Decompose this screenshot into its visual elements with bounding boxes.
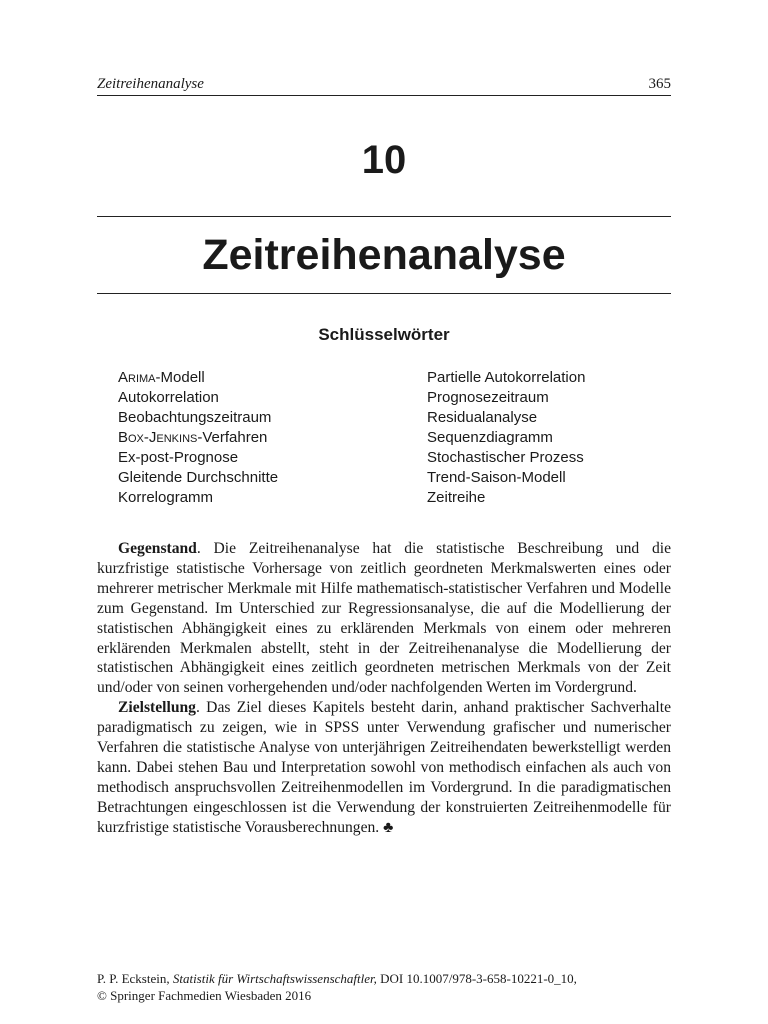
- copyright: © Springer Fachmedien Wiesbaden 2016: [97, 988, 312, 1003]
- keyword-item: Prognosezeitraum: [427, 389, 549, 406]
- doi: DOI 10.1007/978-3-658-10221-0_10,: [376, 971, 577, 986]
- keyword-item: Residualanalyse: [427, 409, 538, 426]
- keyword-item: Autokorrelation: [118, 389, 219, 406]
- paragraph-text: . Das Ziel dieses Kapitels besteht darin, anhand praktischer Sachverhalte paradigmatisch zu zeigen, wie in SPSS unter Verwendung grafischer und numerischer Verfahren die statistische Analyse von unterjährigen Zeitreihendaten bewerkstelligt werden kann. Dabei stehen Bau und Interpretation sowohl von methodisch einfachen als auch von methodisch anspruchsvollen Zeitreihenmodellen im Vordergrund. In die paradigmatischen Betrachtungen eingeschlossen ist die Verwendung der konstruierten Zeitreihenmodelle für kurzfristige statistische Vorausberechnungen.: [97, 699, 671, 836]
- footer-citation: P. P. Eckstein, Statistik für Wirtschaftswissenschaftler, DOI 10.1007/978-3-658-10221-0_10,: [97, 971, 577, 986]
- keyword-item: Trend-Saison-Modell: [427, 469, 566, 486]
- book-title: Statistik für Wirtschaftswissenschaftler,: [172, 971, 377, 986]
- chapter-number: 10: [361, 138, 407, 182]
- keywords-right-column: [427, 368, 585, 508]
- keyword-item: Korrelogramm: [118, 489, 214, 506]
- footer: [97, 970, 671, 1004]
- paragraph-lead: Zielstellung: [118, 699, 196, 717]
- keyword-item: Stochastischer Prozess: [427, 449, 584, 466]
- paragraph-zielstellung: [97, 698, 671, 837]
- keyword-item: Partielle Autokorrelation: [427, 369, 586, 386]
- keyword-item: Sequenzdiagramm: [427, 429, 553, 446]
- keywords-left-column: [118, 368, 278, 508]
- chapter-rule-bottom: [97, 293, 671, 294]
- keyword-item: Ex-post-Prognose: [118, 449, 239, 466]
- club-icon: ♣: [383, 818, 394, 836]
- body-text: [97, 539, 671, 838]
- keywords-heading: Schlüsselwörter: [318, 325, 450, 344]
- running-head-title: Zeitreihenanalyse: [97, 76, 204, 92]
- keyword-item: Gleitende Durchschnitte: [118, 469, 279, 486]
- paragraph-lead: Gegenstand: [118, 540, 197, 557]
- keyword-item: Arima-Modell: [118, 369, 205, 386]
- page-number: 365: [648, 76, 671, 92]
- paragraph-text: . Die Zeitreihenanalyse hat die statistische Beschreibung und die kurzfristige statistische Vorhersage von zeitlich geordneten Merkmalswerten eines oder mehrerer metrischer Merkmale mit Hilfe mathematisch-statistischer Verfahren und Modelle zum Gegenstand. Im Unterschied zur Regressionsanalyse, die auf die Modellierung der statistischen Abhängigkeit eines zu erklärenden Merkmals von einem oder mehreren erklärenden Merkmalen abstellt, steht in der Zeitreihenanalyse die Modellierung der statistischen Abhängigkeit eines zeitlich geordneten metrischen Merkmals von der Zeit und/oder von seinen vorhergehenden und/oder nachfolgenden Werten im Vordergrund.: [97, 540, 671, 697]
- keyword-item: Zeitreihe: [427, 489, 486, 506]
- chapter-title: Zeitreihenanalyse: [202, 231, 566, 279]
- keyword-item: Box-Jenkins-Verfahren: [118, 429, 268, 446]
- keyword-item: Beobachtungszeitraum: [118, 409, 272, 426]
- running-head: [97, 74, 671, 96]
- chapter-rule-top: [97, 216, 671, 217]
- paragraph-gegenstand: [97, 539, 671, 698]
